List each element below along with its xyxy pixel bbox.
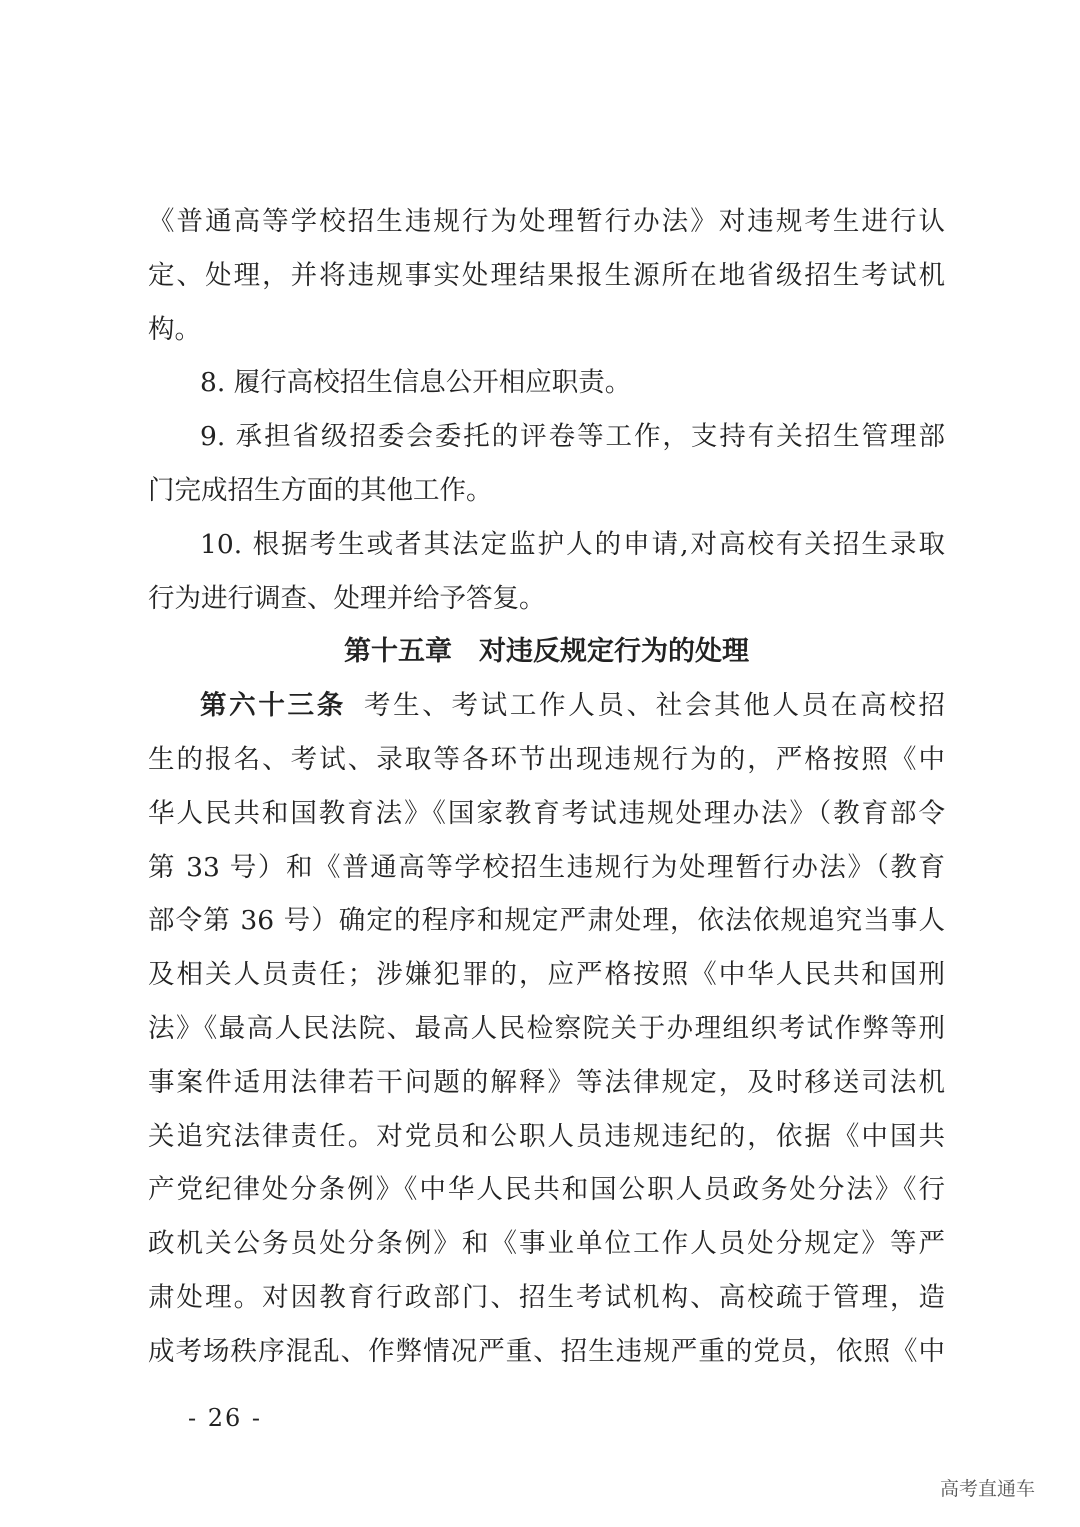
text-line: 关追究法律责任。对党员和公职人员违规违纪的，依据《中国共 — [148, 1120, 945, 1152]
text-line: 定、处理，并将违规事实处理结果报生源所在地省级招生考试机 — [148, 259, 945, 291]
text-line: 肃处理。对因教育行政部门、招生考试机构、高校疏于管理，造 — [148, 1281, 945, 1313]
article-label: 第六十三条 — [200, 690, 346, 722]
page-number: - 26 - — [188, 1404, 263, 1432]
text-line: 行为进行调查、处理并给予答复。 — [148, 582, 546, 614]
text-line: 事案件适用法律若干问题的解释》等法律规定，及时移送司法机 — [148, 1066, 945, 1098]
text-line: 法》《最高人民法院、最高人民检察院关于办理组织考试作弊等刑 — [148, 1012, 945, 1044]
item-8: 8. 履行高校招生信息公开相应职责。 — [200, 367, 632, 399]
text-line: 第 33 号）和《普通高等学校招生违规行为处理暂行办法》（教育 — [148, 851, 945, 883]
watermark: 高考直通车 — [940, 1478, 1036, 1500]
text-line: 构。 — [148, 313, 201, 345]
document-body — [148, 195, 945, 1379]
text-line: 及相关人员责任；涉嫌犯罪的，应严格按照《中华人民共和国刑 — [148, 959, 945, 991]
item-10: 10. 根据考生或者其法定监护人的申请,对高校有关招生录取 — [200, 528, 945, 560]
text-line: 生的报名、考试、录取等各环节出现违规行为的，严格按照《中 — [148, 743, 945, 775]
text-line: 华人民共和国教育法》《国家教育考试违规处理办法》（教育部令 — [148, 797, 945, 829]
chapter-heading: 第十五章 对违反规定行为的处理 — [344, 636, 749, 668]
text-line: 成考场秩序混乱、作弊情况严重、招生违规严重的党员，依照《中 — [148, 1335, 945, 1367]
text-line: 政机关公务员处分条例》和《事业单位工作人员处分规定》等严 — [148, 1228, 945, 1260]
article-first-line — [148, 679, 945, 733]
text-line: 考生、考试工作人员、社会其他人员在高校招 — [363, 690, 945, 722]
item-9: 9. 承担省级招委会委托的评卷等工作，支持有关招生管理部 — [200, 421, 945, 453]
text-line: 门完成招生方面的其他工作。 — [148, 474, 493, 506]
text-line: 部令第 36 号）确定的程序和规定严肃处理，依法依规追究当事人 — [148, 905, 945, 937]
text-line: 《普通高等学校招生违规行为处理暂行办法》对违规考生进行认 — [148, 206, 945, 237]
text-line: 产党纪律处分条例》《中华人民共和国公职人员政务处分法》《行 — [148, 1174, 945, 1206]
